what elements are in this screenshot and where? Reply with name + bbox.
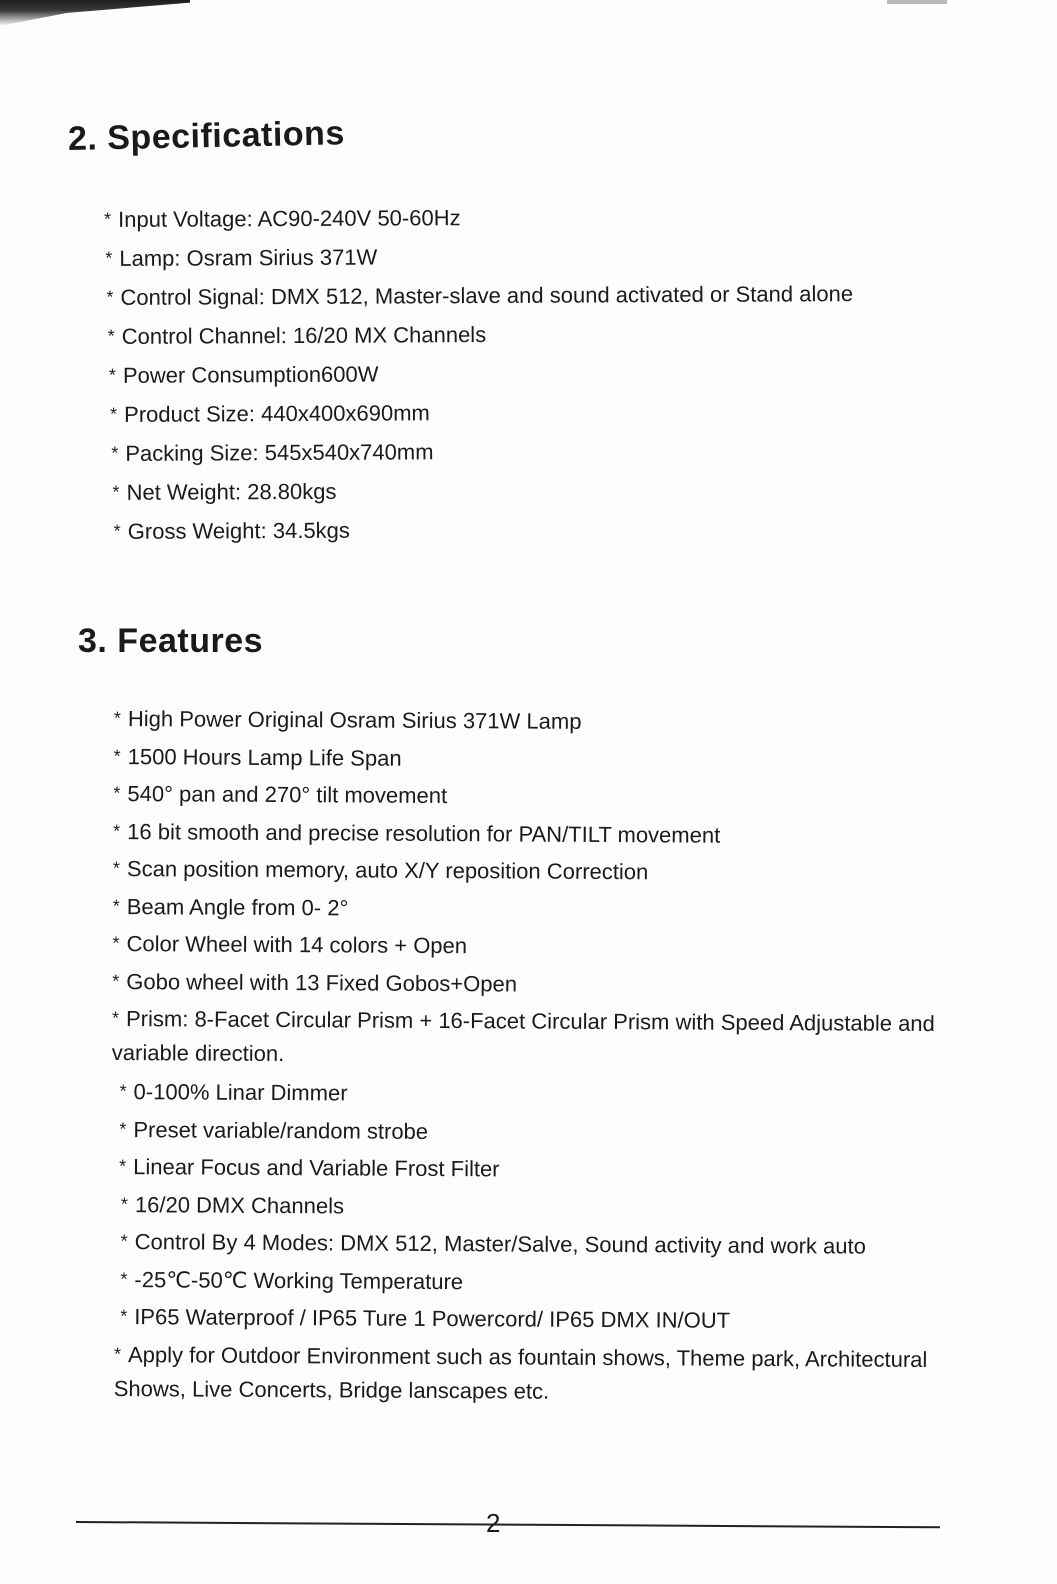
specifications-heading: 2. Specifications [67,114,346,158]
features-list [110,700,984,1414]
feature-item: * Control By 4 Modes: DMX 512, Master/Salve, Sound activity and work auto [111,1223,981,1266]
feature-item: * High Power Original Osram Sirius 371W Lamp [114,700,984,743]
spec-item-net-weight: * Net Weight: 28.80kgs [105,468,965,512]
bullet-icon: * [111,442,119,463]
specifications-list [104,195,966,550]
feature-item: * Preset variable/random strobe [111,1110,981,1153]
bullet-icon: * [120,1268,128,1289]
bullet-icon: * [119,1118,127,1139]
footer-rule [76,1521,940,1528]
bullet-icon: * [106,286,114,307]
spec-item-lamp: * Lamp: Osram Sirius 371W [104,234,964,278]
bullet-icon: * [120,1306,128,1327]
bullet-icon: * [104,208,112,229]
feature-item: * 1500 Hours Lamp Life Span [114,737,984,780]
bullet-icon: * [119,1081,127,1102]
feature-item: * Beam Angle from 0- 2° [113,887,983,930]
bullet-icon: * [113,820,121,841]
bullet-icon: * [107,325,115,346]
spec-item-input-voltage: * Input Voltage: AC90-240V 50-60Hz [104,195,964,239]
feature-item: * IP65 Waterproof / IP65 Ture 1 Powercord/ IP65 DMX IN/OUT [110,1298,980,1341]
bullet-icon: * [105,247,113,268]
bullet-icon: * [120,1231,128,1252]
feature-item: * Color Wheel with 14 colors + Open [112,925,982,968]
features-heading: 3. Features [78,622,264,660]
spec-item-control-channel: * Control Channel: 16/20 MX Channels [105,312,965,356]
bullet-icon: * [112,895,120,916]
feature-item: * 0-100% Linar Dimmer [111,1073,981,1116]
spec-item-product-size: * Product Size: 440x400x690mm [105,390,965,434]
feature-item: * 540° pan and 270° tilt movement [113,775,983,818]
feature-item: * Apply for Outdoor Environment such as fountain shows, Theme park, Architectural Shows, Live Concerts, Bridge lanscapes etc. [110,1335,980,1413]
feature-item: * Gobo wheel with 13 Fixed Gobos+Open [112,962,982,1005]
spec-item-power-consumption: * Power Consumption600W [105,351,965,395]
bullet-icon: * [120,1193,129,1214]
feature-item: * -25℃-50℃ Working Temperature [110,1260,980,1303]
bullet-icon: * [110,403,118,424]
feature-item: * Linear Focus and Variable Frost Filter [111,1148,981,1191]
page-edge-shadow [0,0,190,26]
feature-item: * Prism: 8-Facet Circular Prism + 16-Facet Circular Prism with Speed Adjustable and variable direction. [112,1000,982,1078]
bullet-icon: * [119,1156,127,1177]
bullet-icon: * [113,782,121,804]
bullet-icon: * [112,481,120,502]
bullet-icon: * [113,707,121,729]
spec-item-control-signal: * Control Signal: DMX 512, Master-slave and sound activated or Stand alone [104,273,964,317]
bullet-icon: * [113,1343,122,1364]
spec-item-packing-size: * Packing Size: 545x540x740mm [105,429,965,473]
feature-item: * 16 bit smooth and precise resolution for PAN/TILT movement [113,812,983,855]
bullet-icon: * [108,364,116,385]
page-edge-shadow-right [887,0,947,4]
bullet-icon: * [113,745,121,766]
bullet-icon: * [112,932,120,954]
bullet-icon: * [112,970,120,991]
feature-item: * 16/20 DMX Channels [111,1185,981,1228]
feature-item: * Scan position memory, auto X/Y reposition Correction [113,850,983,893]
page-number: 2 [486,1508,501,1538]
bullet-icon: * [111,1007,120,1029]
spec-item-gross-weight: * Gross Weight: 34.5kgs [106,507,966,551]
bullet-icon: * [113,520,121,541]
bullet-icon: * [112,857,121,879]
